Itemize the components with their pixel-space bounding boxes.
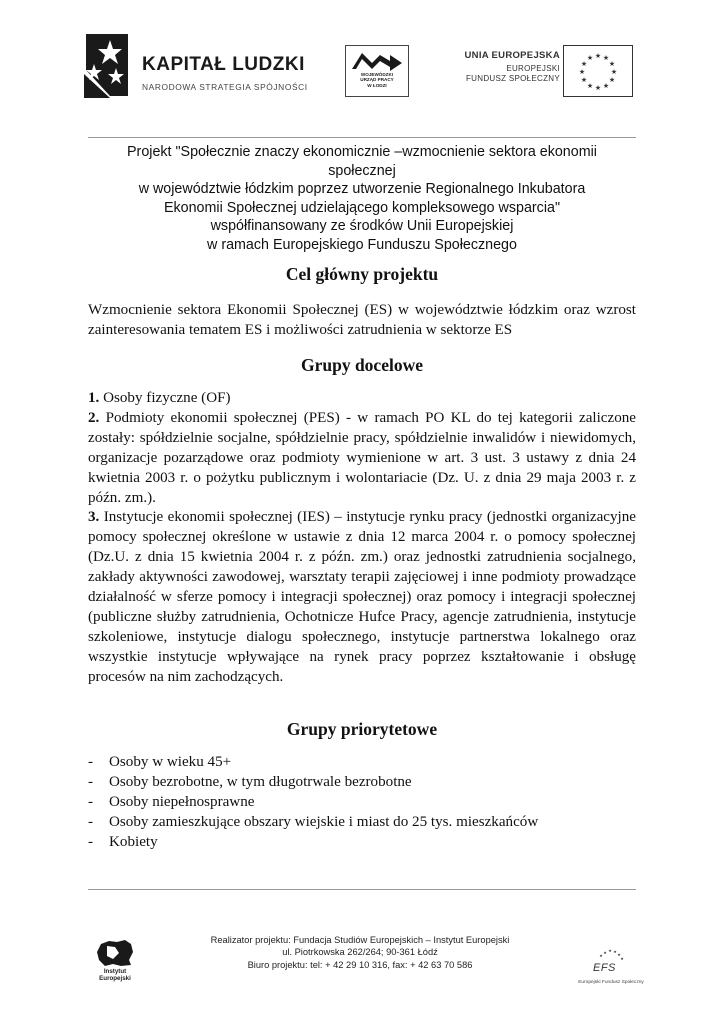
efs-wordmark: EFS bbox=[593, 962, 616, 974]
eu-fund-line1: EUROPEJSKI bbox=[506, 64, 560, 73]
svg-text:★: ★ bbox=[578, 68, 586, 76]
svg-text:★: ★ bbox=[594, 84, 602, 92]
kapital-ludzki-title: KAPITAŁ LUDZKI bbox=[142, 54, 305, 75]
svg-text:★: ★ bbox=[620, 956, 624, 961]
svg-text:★: ★ bbox=[602, 54, 610, 62]
efs-logo bbox=[575, 948, 647, 992]
project-line: społecznej bbox=[328, 162, 396, 179]
svg-text:★: ★ bbox=[580, 76, 588, 84]
item-text: Osoby fizyczne (OF) bbox=[103, 390, 231, 406]
project-line: w województwie łódzkim poprzez utworzenie Regionalnego Inkubatora bbox=[138, 181, 586, 197]
svg-text:★: ★ bbox=[586, 82, 594, 90]
eu-text-block bbox=[440, 50, 560, 83]
wup-arrows-icon bbox=[350, 49, 404, 73]
svg-text:★: ★ bbox=[608, 60, 616, 68]
kapital-ludzki-subtitle: NARODOWA STRATEGIA SPÓJNOŚCI bbox=[142, 82, 308, 92]
list-item: - Osoby bezrobotne, w tym długotrwale bezrobotne bbox=[88, 772, 636, 792]
wup-text: WOJEWÓDZKI URZĄD PRACY W ŁODZI bbox=[360, 72, 394, 88]
instytut-label bbox=[87, 968, 143, 982]
efs-stars-icon bbox=[575, 948, 647, 962]
priority-groups-heading: Grupy priorytetowe bbox=[286, 719, 438, 739]
target-group-item bbox=[88, 389, 636, 409]
kapital-ludzki-logo bbox=[80, 30, 320, 104]
eu-stars-icon bbox=[564, 46, 632, 96]
target-groups-heading: Grupy docelowe bbox=[300, 355, 423, 375]
svg-text:★: ★ bbox=[617, 952, 621, 957]
item-number: 2. bbox=[88, 409, 100, 426]
item-number: 3. bbox=[88, 509, 100, 526]
target-group-item bbox=[88, 409, 636, 509]
ie-label-line1: Instytut bbox=[103, 968, 127, 975]
list-item: - Osoby zamieszkujące obszary wiejskie i miast do 25 tys. mieszkańców bbox=[88, 812, 636, 832]
poland-map-icon bbox=[93, 938, 137, 968]
svg-text:★: ★ bbox=[594, 52, 602, 60]
svg-text:★: ★ bbox=[608, 76, 616, 84]
project-line: w ramach Europejskiego Funduszu Społecznego bbox=[207, 236, 517, 253]
eu-flag bbox=[563, 45, 633, 97]
eu-fund-line2: FUNDUSZ SPOŁECZNY bbox=[466, 74, 560, 83]
main-goal-paragraph: Wzmocnienie sektora Ekonomii Społecznej (ES) w województwie łódzkim oraz wzrost zainteresowania tematem ES i możliwości zatrudnienia w sektorze ES bbox=[88, 302, 636, 338]
project-line: Projekt "Społecznie znaczy ekonomicznie –wzmocnienie sektora ekonomii bbox=[127, 144, 597, 160]
ie-label-line2: Europejski bbox=[99, 975, 131, 983]
priority-groups-list bbox=[88, 752, 636, 852]
main-goal-heading: Cel główny projektu bbox=[285, 264, 439, 284]
svg-text:★: ★ bbox=[586, 54, 594, 62]
footer-divider bbox=[88, 889, 636, 890]
svg-text:★: ★ bbox=[580, 60, 588, 68]
efs-subtitle: Europejski Fundusz Społeczny bbox=[578, 980, 644, 985]
list-item: - Osoby niepełnosprawne bbox=[88, 792, 636, 812]
main-goal-text bbox=[88, 301, 636, 341]
svg-text:★: ★ bbox=[603, 950, 607, 955]
svg-text:★: ★ bbox=[602, 82, 610, 90]
kapital-ludzki-emblem-icon bbox=[80, 30, 132, 100]
svg-text:★: ★ bbox=[613, 949, 617, 954]
item-number: 1. bbox=[88, 390, 100, 406]
project-line: Ekonomii Społecznej udzielającego kompleksowego wsparcia" bbox=[163, 199, 561, 216]
footer-realizator: Realizator projektu: Fundacja Studiów Europejskich – Instytut Europejski bbox=[210, 935, 510, 945]
list-item: - Kobiety bbox=[88, 832, 636, 852]
wup-lodz-logo bbox=[345, 45, 409, 97]
instytut-europejski-logo bbox=[93, 938, 137, 990]
footer-address: ul. Piotrkowska 262/264; 90-361 Łódź bbox=[282, 947, 438, 958]
svg-text:★: ★ bbox=[610, 68, 618, 76]
footer-contact: Biuro projektu: tel: + 42 29 10 316, fax: + 42 63 70 586 bbox=[247, 959, 473, 970]
header-divider bbox=[88, 137, 636, 138]
target-group-item bbox=[88, 508, 636, 687]
eu-title: UNIA EUROPEJSKA bbox=[464, 50, 560, 61]
target-groups-list bbox=[88, 389, 636, 688]
item-text: Podmioty ekonomii społecznej (PES) - w ramach PO KL do tej kategorii zaliczone zostały: spółdzielnie socjalne, spółdzielnie pracy, spółdzielnie inwalidów i niewidomych, organizacje pozarządowe oraz podmioty wymienione w art. 3 ust. 3 ustawy z dnia 24 kwietnia 2003 r. o pożytku publicznym i wolontariacie (Dz. U. z dnia 29 maja 2003 r. z późn. zm.). bbox=[88, 409, 636, 506]
project-line: współfinansowany ze środków Unii Europejskiej bbox=[210, 218, 514, 234]
svg-text:★: ★ bbox=[608, 948, 612, 953]
list-item: - Osoby w wieku 45+ bbox=[88, 752, 636, 772]
footer-text bbox=[150, 934, 570, 971]
item-text: Instytucje ekonomii społecznej (IES) – instytucje rynku pracy (jednostki organizacyjne pomocy społecznej określone w ustawie z dnia 12 marca 2004 r. o pomocy społecznej (Dz.U. z dnia 15 kwietnia 2004 r. z późn. zm.) oraz jednostki zatrudnienia socjalnego, zakłady aktywności zawodowej, warsztaty terapii zajęciowej i inne podmioty prowadzące działalność w sferze pomocy i integracji społecznej) oraz pomocy i integracji społecznej (publiczne służby zatrudnienia, Ochotnicze Hufce Pracy, agencje zatrudnienia, instytucje szkoleniowe, instytucje dialogu społecznego, instytucje partnerstwa lokalnego oraz wszystkie instytucje wpływające na rynek pracy poprzez kształtowanie i obsługę procesów na nim zachodzących. bbox=[88, 509, 636, 685]
svg-text:★: ★ bbox=[599, 953, 603, 958]
project-statement bbox=[88, 143, 636, 254]
